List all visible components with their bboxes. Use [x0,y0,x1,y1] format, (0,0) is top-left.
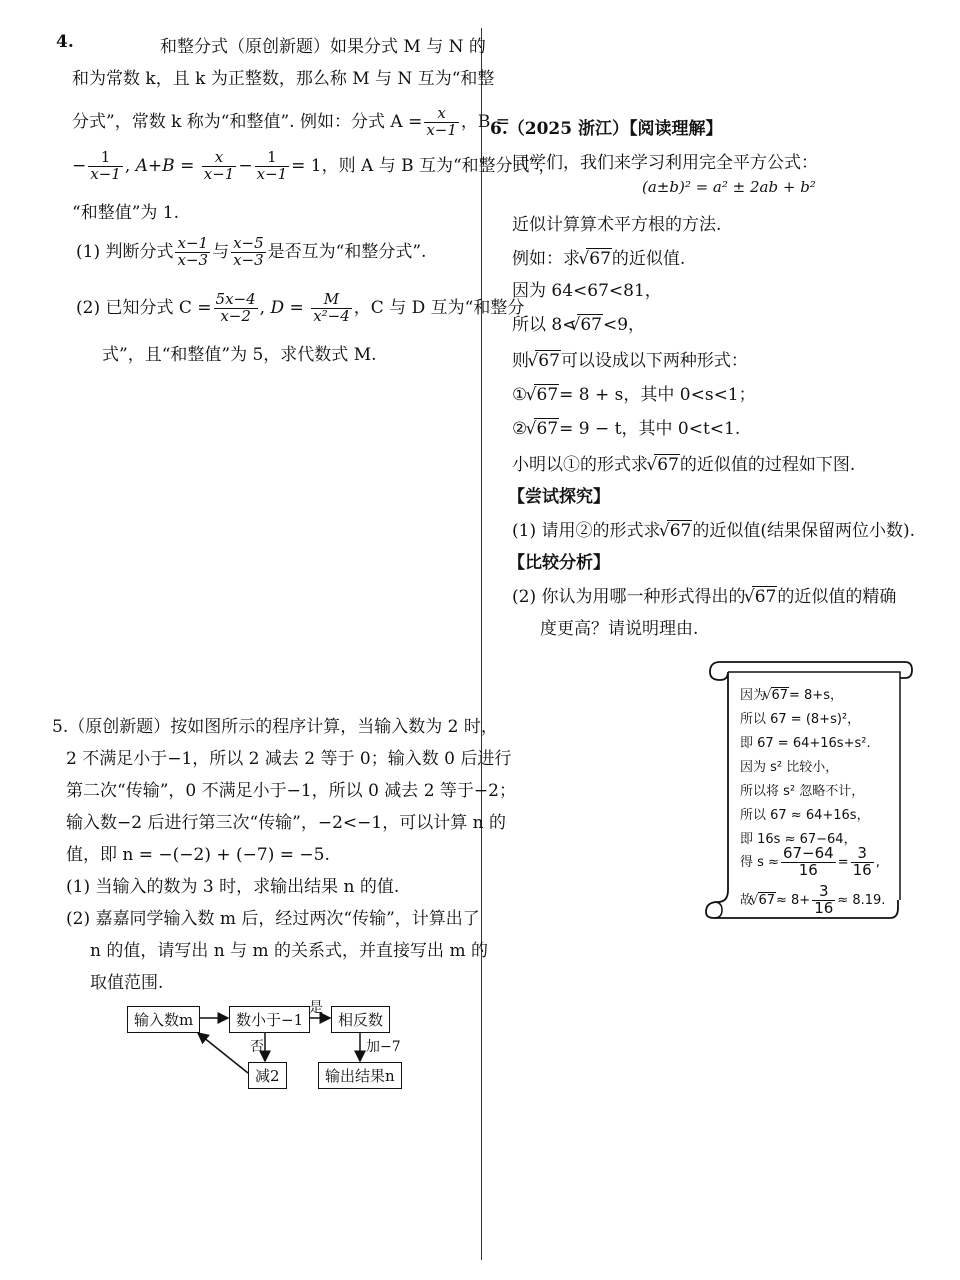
q5-line3: 第二次“传输”，0 不满足小于−1，所以 0 减去 2 等于−2； [66,781,516,801]
q4-part2: (2) 已知分式 C = $\frac{5x-4}{x-2}$ , D = $\frac{M}{\text{x²−4}}$ ，C 与 D 互为“和整分 [76,290,525,325]
q6-section2: 【比较分析】 [508,553,610,573]
q6-line4: 例如：求 √ 67的近似值. [512,244,685,269]
q4-part1: (1) 判断分式 $\frac{x-1}{x-3}$ 与 $\frac{x-5}{x-3}$ 是否互为“和整分式”. [76,234,427,269]
q4-line3: 分式”，常数 k 称为“和整值”. 例如：分式 A = $\frac{x}{x-1}$ ，B = [72,104,511,139]
q6-line10: 小明以①的形式求 √ 67的近似值的过程如下图. [512,450,855,475]
q5-part2-b: n 的值，请写出 n 与 m 的关系式，并直接写出 m 的 [90,941,488,961]
scroll-line1: 因为 √ 67= 8+s， [740,684,843,703]
q5-line2: 2 不满足小于−1，所以 2 减去 2 等于 0；输入数 0 后进行 [66,749,512,769]
q6-line3: 近似计算算术平方根的方法. [512,215,722,235]
flow-yes-label: 是 [309,1000,323,1016]
scroll-line5: 所以将 s² 忽略不计， [740,784,865,799]
q4-line2: 和为常数 k，且 k 为正整数，那么称 M 与 N 互为“和整 [72,69,495,89]
q6-part2-line2: 度更高？请说明理由. [540,619,699,639]
q4-line5: “和整值”为 1. [72,203,180,223]
q5-part2-a: (2) 嘉嘉同学输入数 m 后，经过两次“传输”，计算出了 [66,909,480,929]
q6-part1: (1) 请用②的形式求 √ 67的近似值(结果保留两位小数). [512,516,915,541]
flow-add-label: 加−7 [366,1039,401,1055]
q6-formula: (a±b)² = a² ± 2ab + b² [642,178,816,196]
q6-line7: 则 √ 67可以设成以下两种形式： [512,346,748,371]
scroll-line4: 因为 s² 比较小， [740,760,839,775]
column-divider [481,28,482,1260]
q5-line5: 值，即 n = −(−2) + (−7) = −5. [66,845,330,865]
q6-section1: 【尝试探究】 [508,487,610,507]
q4-line4: − $\frac{1}{x-1}$ , A+B = $\frac{x}{x-1}$ − $\frac{1}{x-1}$ = 1，则 A 与 B 互为“和整分式”， [72,148,556,183]
q6-line8: ① √ 67= 8 + s，其中 0<s<1； [512,380,756,405]
flow-input-box: 输入数m [127,1006,200,1033]
flow-output-box: 输出结果n [318,1062,402,1089]
scroll-line2: 所以 67 = (8+s)²， [740,712,861,727]
scroll-line7: 即 16s ≈ 67−64， [740,832,857,847]
flow-no-label: 否 [250,1039,264,1055]
flow-subtract-box: 减2 [248,1062,287,1089]
q6-line9: ② √ 67= 9 − t，其中 0<t<1. [512,414,740,439]
q5-line1: 5.（原创新题）按如图所示的程序计算，当输入数为 2 时， [52,717,498,737]
scroll-line8: 得 s ≈ $\frac{67-64}{16}$ = $\frac{3}{16}$ , [740,844,880,879]
flow-negate-box: 相反数 [331,1006,390,1033]
q6-line6: 所以 8<√ 67<9， [512,310,645,335]
q5-part2-c: 取值范围. [90,973,164,993]
scroll-line6: 所以 67 ≈ 64+16s， [740,808,870,823]
scroll-line3: 即 67 = 64+16s+s². [740,736,871,751]
scroll-line9: 故 √ 67≈ 8+ $\frac{3}{16}$ ≈ 8.19. [740,884,885,917]
q6-line2: 同学们，我们来学习利用完全平方公式： [512,153,818,173]
q4-line1: 和整分式（原创新题）如果分式 M 与 N 的 [160,37,486,57]
q4-number: 4. [56,32,74,52]
q6-part2: (2) 你认为用哪一种形式得出的 √ 67的近似值的精确 [512,582,896,607]
q5-line4: 输入数−2 后进行第三次“传输”，−2<−1，可以计算 n 的 [66,813,506,833]
flow-condition-box: 数小于−1 [229,1006,310,1033]
q4-part2-line2: 式”，且“和整值”为 5，求代数式 M. [102,345,377,365]
q6-line1: 6.（2025 浙江）【阅读理解】 [490,119,723,139]
q6-line5: 因为 64<67<81， [512,281,662,301]
q5-part1: (1) 当输入的数为 3 时，求输出结果 n 的值. [66,877,400,897]
